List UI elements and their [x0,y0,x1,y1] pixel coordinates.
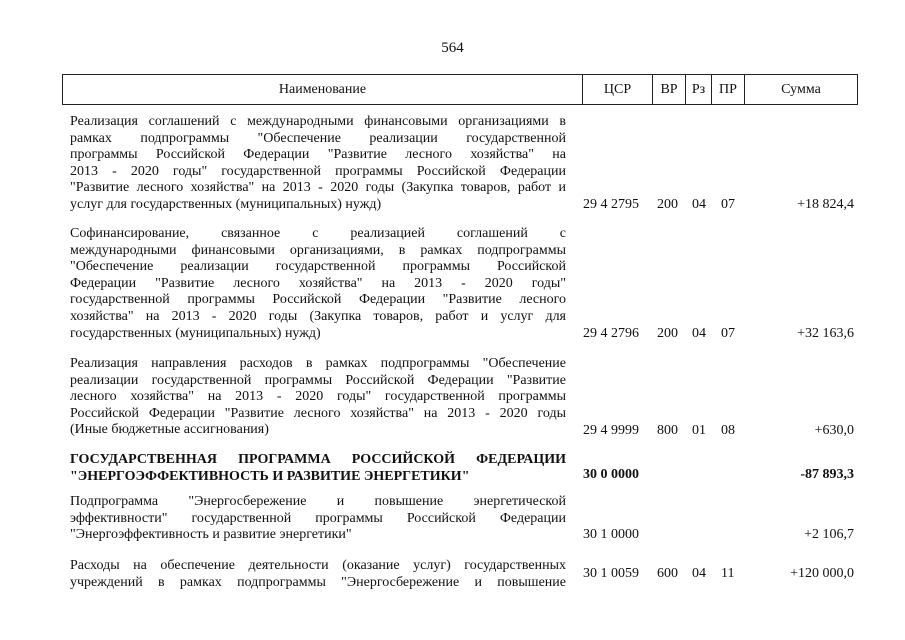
row-name: Расходы на обеспечение деятельности (оказание услуг) государственных учреждений в рамках подпрограммы "Энергосбережение и повышение [70,558,566,590]
page-number: 564 [441,40,464,56]
row-name: Подпрограмма "Энергосбережение и повышение энергетической эффективности" государственной программы Российской Федерации "Энергоэффективность и развитие энергетики" [70,494,566,543]
row-pr: 11 [721,566,735,581]
row-vr: 200 [657,197,678,212]
header-pr: ПР [719,81,737,97]
row-sum: +120 000,0 [790,566,854,581]
header-csr: ЦСР [603,81,632,97]
row-csr: 30 1 0059 [583,566,639,581]
row-sum: -87 893,3 [800,467,854,482]
row-sum: +18 824,4 [797,197,854,212]
row-pr: 07 [721,326,735,341]
row-name: Софинансирование, связанное с реализацией соглашений с международными финансовыми организациями, в рамках подпрограммы "Обеспечение реализации государственной программы Российской Федерации "Развитие лесного хозяйства" на 2013 - 2020 годы" государственной программы Российской Федерации "Развитие лесного хозяйства" на 2013 - 2020 годы (Закупка товаров, работ и услуг для государственных (муниципальных) нужд) [70,226,566,341]
row-pr: 07 [721,197,735,212]
row-csr: 29 4 2795 [583,197,639,212]
row-sum: +32 163,6 [797,326,854,341]
row-csr: 30 1 0000 [583,527,639,542]
row-name: Реализация соглашений с международными финансовыми организациями в рамках подпрограммы "Обеспечение реализации государственной программы Российской Федерации "Развитие лесного хозяйства" на 2013 - 2020 годы" государственной программы Российской Федерации "Развитие лесного хозяйства" на 2013 - 2020 годы (Закупка товаров, работ и услуг для государственных (муниципальных) нужд) [70,114,566,212]
row-sum: +630,0 [814,423,854,438]
header-name: Наименование [278,81,367,97]
row-rz: 04 [692,197,706,212]
header-rz: Рз [691,81,706,97]
header-vr: ВР [660,81,678,97]
row-csr: 29 4 9999 [583,423,639,438]
row-name: ГОСУДАРСТВЕННАЯ ПРОГРАММА РОССИЙСКОЙ ФЕДЕРАЦИИ "ЭНЕРГОЭФФЕКТИВНОСТЬ И РАЗВИТИЕ ЭНЕРГЕТИКИ" [70,452,566,484]
header-sum: Сумма [781,81,821,97]
row-vr: 800 [657,423,678,438]
table-header [62,74,858,105]
row-pr: 08 [721,423,735,438]
row-csr: 29 4 2796 [583,326,639,341]
row-rz: 04 [692,326,706,341]
row-rz: 01 [692,423,706,438]
row-name: Реализация направления расходов в рамках подпрограммы "Обеспечение реализации государственной программы Российской Федерации "Развитие лесного хозяйства" на 2013 - 2020 годы" государственной программы Российской Федерации "Развитие лесного хозяйства" на 2013 - 2020 годы (Иные бюджетные ассигнования) [70,356,566,438]
row-csr: 30 0 0000 [583,467,639,482]
row-vr: 600 [657,566,678,581]
budget-table [62,74,858,590]
row-vr: 200 [657,326,678,341]
row-rz: 04 [692,566,706,581]
row-sum: +2 106,7 [804,527,854,542]
